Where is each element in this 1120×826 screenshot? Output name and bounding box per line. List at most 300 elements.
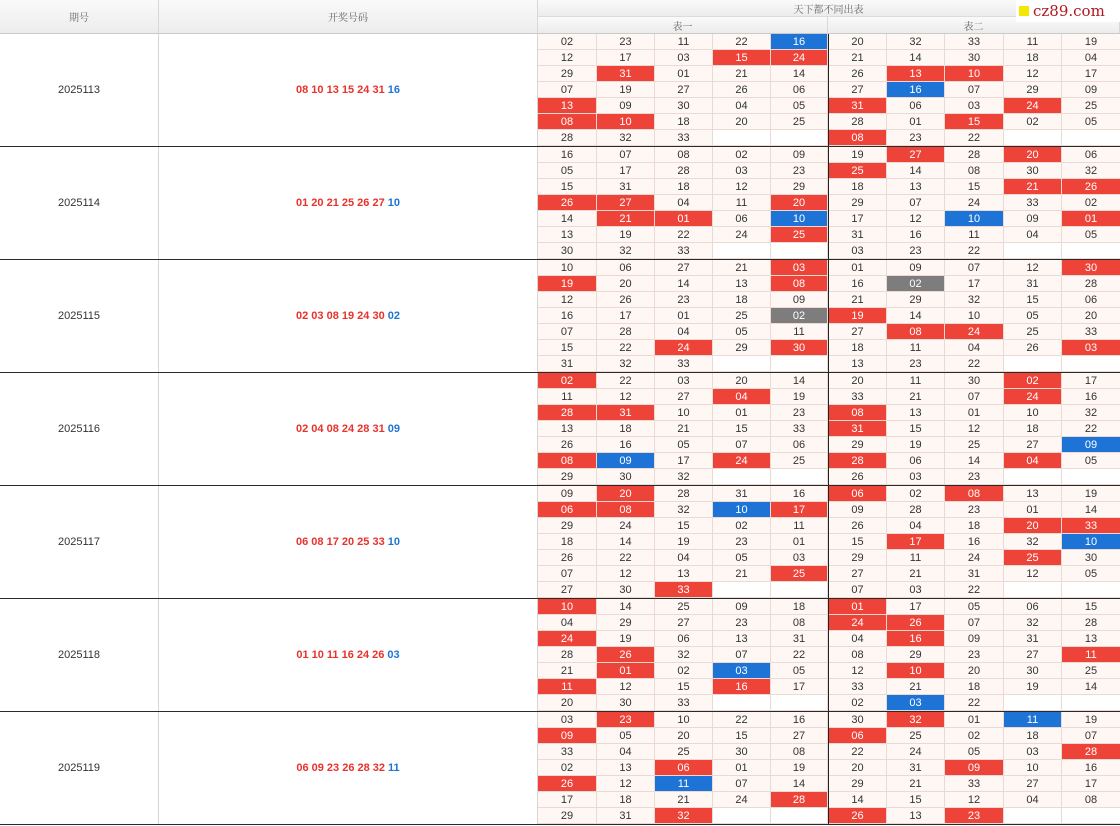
number-cell: 33 bbox=[1062, 324, 1120, 340]
number-cell: 08 bbox=[829, 130, 887, 146]
number-cell: 33 bbox=[655, 582, 713, 598]
number-cell: 25 bbox=[1004, 550, 1062, 566]
number-cell bbox=[1004, 469, 1062, 485]
number-cell: 13 bbox=[538, 227, 597, 243]
number-cell: 32 bbox=[945, 292, 1004, 308]
number-cell: 31 bbox=[829, 227, 887, 243]
number-cell: 11 bbox=[713, 195, 771, 211]
number-cell: 21 bbox=[655, 792, 713, 808]
number-cell: 03 bbox=[713, 163, 771, 179]
number-cell: 29 bbox=[538, 518, 597, 534]
number-cell: 14 bbox=[945, 453, 1004, 469]
number-cell: 12 bbox=[1004, 66, 1062, 82]
number-cell: 27 bbox=[829, 82, 887, 98]
number-cell: 26 bbox=[597, 292, 655, 308]
number-cell: 14 bbox=[538, 211, 597, 227]
number-cell: 04 bbox=[713, 389, 771, 405]
draw-numbers bbox=[159, 486, 538, 598]
number-cell: 27 bbox=[1004, 776, 1062, 792]
number-cell: 18 bbox=[655, 114, 713, 130]
number-cell: 10 bbox=[1062, 534, 1120, 550]
number-cell: 30 bbox=[1062, 260, 1120, 276]
number-cell: 02 bbox=[829, 695, 887, 711]
number-cell: 17 bbox=[538, 792, 597, 808]
number-cell: 07 bbox=[945, 615, 1004, 631]
number-cell: 07 bbox=[713, 437, 771, 453]
number-cell: 05 bbox=[538, 163, 597, 179]
number-cell: 19 bbox=[655, 534, 713, 550]
number-cell: 05 bbox=[1062, 453, 1120, 469]
number-cell: 06 bbox=[829, 486, 887, 502]
number-cell: 14 bbox=[655, 276, 713, 292]
number-cell: 03 bbox=[1004, 744, 1062, 760]
number-cell: 26 bbox=[538, 195, 597, 211]
number-cell: 08 bbox=[597, 502, 655, 518]
blue-ball: 09 bbox=[387, 423, 400, 435]
number-cell: 15 bbox=[829, 534, 887, 550]
number-cell: 13 bbox=[538, 98, 597, 114]
watermark-text: cz89.com bbox=[1033, 2, 1105, 20]
number-cell: 25 bbox=[1004, 324, 1062, 340]
number-cell: 19 bbox=[597, 227, 655, 243]
number-cell: 30 bbox=[945, 373, 1004, 389]
number-cell: 08 bbox=[771, 744, 828, 760]
number-cell: 06 bbox=[1062, 147, 1120, 163]
number-cell: 16 bbox=[771, 34, 828, 50]
number-cell bbox=[1062, 695, 1120, 711]
number-cell: 10 bbox=[1004, 405, 1062, 421]
number-cell: 02 bbox=[1004, 373, 1062, 389]
number-cell: 22 bbox=[945, 356, 1004, 372]
number-cell: 23 bbox=[887, 356, 945, 372]
number-cell: 18 bbox=[597, 792, 655, 808]
number-cell: 32 bbox=[655, 502, 713, 518]
number-cell: 24 bbox=[597, 518, 655, 534]
number-cell: 06 bbox=[771, 82, 828, 98]
table-row bbox=[0, 373, 1120, 486]
number-cell: 23 bbox=[597, 712, 655, 728]
number-cell: 21 bbox=[538, 663, 597, 679]
number-cell: 14 bbox=[1062, 502, 1120, 518]
number-cell: 27 bbox=[887, 147, 945, 163]
number-cell: 14 bbox=[1062, 679, 1120, 695]
number-cell: 03 bbox=[887, 695, 945, 711]
number-cell: 11 bbox=[655, 776, 713, 792]
number-cell: 11 bbox=[887, 340, 945, 356]
number-cell: 02 bbox=[713, 147, 771, 163]
number-cell: 18 bbox=[829, 179, 887, 195]
number-cell: 14 bbox=[829, 792, 887, 808]
number-cell: 23 bbox=[713, 534, 771, 550]
number-cell: 25 bbox=[887, 728, 945, 744]
number-cell: 08 bbox=[771, 615, 828, 631]
number-cell: 21 bbox=[1004, 179, 1062, 195]
number-cell: 01 bbox=[1062, 211, 1120, 227]
number-cell: 12 bbox=[597, 679, 655, 695]
number-cell: 29 bbox=[887, 647, 945, 663]
number-cell: 27 bbox=[655, 615, 713, 631]
number-cell: 27 bbox=[655, 260, 713, 276]
number-cell bbox=[1004, 130, 1062, 146]
number-cell: 13 bbox=[887, 808, 945, 824]
number-cell: 11 bbox=[771, 518, 828, 534]
number-cell: 30 bbox=[1062, 550, 1120, 566]
period-number: 2025114 bbox=[0, 147, 159, 259]
number-cell: 20 bbox=[655, 728, 713, 744]
number-cell: 28 bbox=[538, 647, 597, 663]
number-cell: 27 bbox=[655, 389, 713, 405]
number-cell: 05 bbox=[945, 599, 1004, 615]
number-cell: 18 bbox=[829, 340, 887, 356]
number-cell: 09 bbox=[771, 292, 828, 308]
red-balls: 06 09 23 26 28 32 bbox=[296, 762, 386, 774]
number-cell: 30 bbox=[1004, 663, 1062, 679]
number-cell bbox=[1004, 808, 1062, 824]
blue-ball: 02 bbox=[387, 310, 400, 322]
number-cell: 12 bbox=[1004, 260, 1062, 276]
number-cell: 13 bbox=[887, 179, 945, 195]
red-balls: 02 03 08 19 24 30 bbox=[296, 310, 385, 322]
number-cell: 04 bbox=[655, 195, 713, 211]
number-cell: 10 bbox=[945, 308, 1004, 324]
number-cell: 09 bbox=[945, 631, 1004, 647]
number-cell: 31 bbox=[597, 808, 655, 824]
number-cell: 22 bbox=[945, 582, 1004, 598]
number-cell: 31 bbox=[945, 566, 1004, 582]
number-cell: 08 bbox=[887, 324, 945, 340]
table-one-grid bbox=[538, 373, 828, 485]
number-cell: 27 bbox=[829, 324, 887, 340]
number-cell: 04 bbox=[887, 518, 945, 534]
number-cell: 19 bbox=[538, 276, 597, 292]
number-cell: 13 bbox=[713, 631, 771, 647]
number-cell: 30 bbox=[597, 695, 655, 711]
number-cell: 20 bbox=[1004, 147, 1062, 163]
number-cell: 19 bbox=[1062, 486, 1120, 502]
number-cell: 07 bbox=[538, 566, 597, 582]
number-cell: 22 bbox=[713, 34, 771, 50]
number-cell: 29 bbox=[538, 66, 597, 82]
number-cell: 03 bbox=[713, 663, 771, 679]
number-cell bbox=[771, 808, 828, 824]
number-cell: 18 bbox=[538, 534, 597, 550]
number-cell: 04 bbox=[1062, 50, 1120, 66]
number-cell: 24 bbox=[1004, 389, 1062, 405]
number-cell: 30 bbox=[945, 50, 1004, 66]
number-cell: 16 bbox=[945, 534, 1004, 550]
number-cell: 14 bbox=[597, 534, 655, 550]
number-cell: 02 bbox=[887, 486, 945, 502]
number-cell: 17 bbox=[771, 679, 828, 695]
number-cell: 08 bbox=[829, 647, 887, 663]
number-cell: 09 bbox=[829, 502, 887, 518]
number-cell: 11 bbox=[945, 227, 1004, 243]
stats-table-title: 天下都不同出表 bbox=[538, 0, 1120, 17]
number-cell bbox=[771, 356, 828, 372]
number-cell: 33 bbox=[1062, 518, 1120, 534]
number-cell: 11 bbox=[1004, 34, 1062, 50]
number-cell: 16 bbox=[887, 82, 945, 98]
period-number: 2025117 bbox=[0, 486, 159, 598]
number-cell: 28 bbox=[538, 405, 597, 421]
number-cell: 10 bbox=[887, 663, 945, 679]
number-cell: 07 bbox=[1062, 728, 1120, 744]
number-cell: 32 bbox=[655, 469, 713, 485]
number-cell: 19 bbox=[829, 308, 887, 324]
number-cell: 33 bbox=[655, 356, 713, 372]
number-cell: 11 bbox=[771, 324, 828, 340]
number-cell: 12 bbox=[1004, 566, 1062, 582]
number-cell: 09 bbox=[945, 760, 1004, 776]
number-cell: 03 bbox=[829, 243, 887, 259]
number-cell: 05 bbox=[1062, 227, 1120, 243]
number-cell: 01 bbox=[1004, 502, 1062, 518]
table-row bbox=[0, 34, 1120, 147]
red-balls: 01 10 11 16 24 26 bbox=[296, 649, 385, 661]
number-cell: 24 bbox=[945, 550, 1004, 566]
number-cell: 08 bbox=[538, 114, 597, 130]
number-cell: 21 bbox=[713, 566, 771, 582]
number-cell: 10 bbox=[538, 599, 597, 615]
number-cell: 14 bbox=[771, 373, 828, 389]
number-cell: 05 bbox=[945, 744, 1004, 760]
number-cell: 15 bbox=[713, 728, 771, 744]
number-cell: 28 bbox=[771, 792, 828, 808]
number-cell: 01 bbox=[713, 405, 771, 421]
number-cell: 28 bbox=[829, 114, 887, 130]
number-cell: 20 bbox=[1004, 518, 1062, 534]
number-cell: 30 bbox=[597, 469, 655, 485]
number-cell: 06 bbox=[538, 502, 597, 518]
number-cell: 15 bbox=[538, 340, 597, 356]
number-cell: 26 bbox=[538, 550, 597, 566]
number-cell: 24 bbox=[713, 453, 771, 469]
table-one-grid bbox=[538, 712, 828, 824]
number-cell: 32 bbox=[597, 130, 655, 146]
table-two-grid bbox=[828, 373, 1120, 485]
number-cell: 15 bbox=[945, 114, 1004, 130]
number-cell: 22 bbox=[655, 227, 713, 243]
number-cell: 10 bbox=[713, 502, 771, 518]
number-cell: 28 bbox=[597, 324, 655, 340]
number-cell: 27 bbox=[1004, 437, 1062, 453]
number-cell: 20 bbox=[597, 486, 655, 502]
number-cell: 13 bbox=[887, 66, 945, 82]
number-cell: 08 bbox=[538, 453, 597, 469]
number-cell: 25 bbox=[655, 599, 713, 615]
number-cell: 31 bbox=[829, 98, 887, 114]
number-cell: 30 bbox=[829, 712, 887, 728]
number-cell: 31 bbox=[1004, 276, 1062, 292]
number-cell: 23 bbox=[597, 34, 655, 50]
number-cell: 21 bbox=[887, 389, 945, 405]
number-cell bbox=[713, 582, 771, 598]
number-cell: 06 bbox=[1062, 292, 1120, 308]
draw-number-column-header: 开奖号码 bbox=[159, 0, 538, 34]
number-cell: 25 bbox=[713, 308, 771, 324]
number-cell: 04 bbox=[1004, 792, 1062, 808]
number-cell: 19 bbox=[597, 82, 655, 98]
number-cell: 03 bbox=[887, 469, 945, 485]
number-cell: 31 bbox=[597, 179, 655, 195]
number-cell bbox=[713, 469, 771, 485]
table-two-header: 表二 bbox=[828, 17, 1120, 34]
number-cell: 16 bbox=[1062, 760, 1120, 776]
number-cell bbox=[1004, 695, 1062, 711]
number-cell: 04 bbox=[1004, 227, 1062, 243]
number-cell: 21 bbox=[655, 421, 713, 437]
number-cell: 20 bbox=[713, 114, 771, 130]
number-cell: 04 bbox=[655, 324, 713, 340]
number-cell: 16 bbox=[771, 486, 828, 502]
number-cell: 24 bbox=[713, 792, 771, 808]
number-cell: 28 bbox=[1062, 615, 1120, 631]
number-cell: 23 bbox=[655, 292, 713, 308]
number-cell: 06 bbox=[597, 260, 655, 276]
table-two-grid bbox=[828, 599, 1120, 711]
table-one-grid bbox=[538, 260, 828, 372]
number-cell: 32 bbox=[887, 34, 945, 50]
number-cell: 23 bbox=[945, 502, 1004, 518]
table-two-grid bbox=[828, 260, 1120, 372]
number-cell: 25 bbox=[945, 437, 1004, 453]
number-cell: 29 bbox=[538, 469, 597, 485]
number-cell: 11 bbox=[887, 550, 945, 566]
number-cell bbox=[1062, 469, 1120, 485]
number-cell: 23 bbox=[945, 469, 1004, 485]
number-cell: 02 bbox=[771, 308, 828, 324]
table-row bbox=[0, 486, 1120, 599]
number-cell: 33 bbox=[771, 421, 828, 437]
number-cell: 26 bbox=[887, 615, 945, 631]
number-cell: 22 bbox=[829, 744, 887, 760]
number-cell: 16 bbox=[538, 147, 597, 163]
number-cell: 24 bbox=[945, 324, 1004, 340]
number-cell: 06 bbox=[771, 437, 828, 453]
red-balls: 02 04 08 24 28 31 bbox=[296, 423, 385, 435]
number-cell: 05 bbox=[771, 98, 828, 114]
number-cell: 01 bbox=[597, 663, 655, 679]
number-cell: 14 bbox=[597, 599, 655, 615]
number-cell: 24 bbox=[713, 227, 771, 243]
number-cell: 05 bbox=[655, 437, 713, 453]
number-cell: 16 bbox=[887, 631, 945, 647]
table-two-grid bbox=[828, 486, 1120, 598]
number-cell: 27 bbox=[829, 566, 887, 582]
number-cell: 23 bbox=[945, 808, 1004, 824]
number-cell bbox=[713, 808, 771, 824]
number-cell: 04 bbox=[538, 615, 597, 631]
draw-numbers bbox=[159, 34, 538, 146]
number-cell: 18 bbox=[1004, 421, 1062, 437]
number-cell: 18 bbox=[945, 679, 1004, 695]
number-cell bbox=[713, 130, 771, 146]
period-number: 2025116 bbox=[0, 373, 159, 485]
number-cell: 28 bbox=[655, 486, 713, 502]
number-cell: 06 bbox=[1004, 599, 1062, 615]
number-cell: 09 bbox=[1004, 211, 1062, 227]
number-cell: 15 bbox=[655, 679, 713, 695]
number-cell: 25 bbox=[771, 114, 828, 130]
number-cell: 01 bbox=[945, 712, 1004, 728]
period-number: 2025113 bbox=[0, 34, 159, 146]
number-cell: 29 bbox=[829, 776, 887, 792]
number-cell: 15 bbox=[887, 792, 945, 808]
number-cell: 13 bbox=[887, 405, 945, 421]
number-cell: 22 bbox=[713, 712, 771, 728]
number-cell: 22 bbox=[597, 340, 655, 356]
number-cell: 12 bbox=[538, 292, 597, 308]
number-cell: 19 bbox=[1062, 712, 1120, 728]
number-cell: 31 bbox=[771, 631, 828, 647]
number-cell: 12 bbox=[829, 663, 887, 679]
number-cell: 19 bbox=[597, 631, 655, 647]
number-cell: 32 bbox=[655, 647, 713, 663]
number-cell: 17 bbox=[887, 599, 945, 615]
number-cell bbox=[1062, 356, 1120, 372]
number-cell: 07 bbox=[945, 82, 1004, 98]
number-cell: 33 bbox=[1004, 195, 1062, 211]
number-cell: 17 bbox=[1062, 66, 1120, 82]
number-cell: 17 bbox=[597, 163, 655, 179]
number-cell: 02 bbox=[538, 760, 597, 776]
number-cell: 24 bbox=[1004, 98, 1062, 114]
number-cell: 30 bbox=[597, 582, 655, 598]
number-cell: 17 bbox=[597, 50, 655, 66]
number-cell: 07 bbox=[713, 647, 771, 663]
number-cell: 14 bbox=[771, 66, 828, 82]
number-cell: 25 bbox=[771, 227, 828, 243]
number-cell: 18 bbox=[771, 599, 828, 615]
number-cell: 28 bbox=[1062, 276, 1120, 292]
number-cell: 15 bbox=[538, 179, 597, 195]
number-cell bbox=[771, 243, 828, 259]
number-cell: 29 bbox=[1004, 82, 1062, 98]
number-cell: 22 bbox=[945, 243, 1004, 259]
number-cell: 05 bbox=[1004, 308, 1062, 324]
number-cell bbox=[771, 130, 828, 146]
blue-ball: 03 bbox=[387, 649, 400, 661]
number-cell: 03 bbox=[945, 98, 1004, 114]
number-cell: 15 bbox=[713, 421, 771, 437]
number-cell: 03 bbox=[887, 582, 945, 598]
number-cell bbox=[771, 695, 828, 711]
number-cell: 14 bbox=[887, 50, 945, 66]
number-cell: 29 bbox=[829, 437, 887, 453]
number-cell: 18 bbox=[597, 421, 655, 437]
table-one-grid bbox=[538, 486, 828, 598]
number-cell: 15 bbox=[887, 421, 945, 437]
number-cell: 20 bbox=[829, 760, 887, 776]
number-cell: 33 bbox=[538, 744, 597, 760]
number-cell: 17 bbox=[655, 453, 713, 469]
number-cell: 32 bbox=[1004, 615, 1062, 631]
number-cell: 10 bbox=[1004, 760, 1062, 776]
table-one-grid bbox=[538, 147, 828, 259]
number-cell: 27 bbox=[538, 582, 597, 598]
number-cell: 13 bbox=[538, 421, 597, 437]
number-cell bbox=[713, 356, 771, 372]
number-cell: 28 bbox=[887, 502, 945, 518]
number-cell: 10 bbox=[655, 405, 713, 421]
number-cell: 17 bbox=[887, 534, 945, 550]
number-cell: 04 bbox=[713, 98, 771, 114]
number-cell: 28 bbox=[945, 147, 1004, 163]
number-cell: 19 bbox=[887, 437, 945, 453]
number-cell: 19 bbox=[1004, 679, 1062, 695]
number-cell: 09 bbox=[1062, 82, 1120, 98]
number-cell: 01 bbox=[945, 405, 1004, 421]
